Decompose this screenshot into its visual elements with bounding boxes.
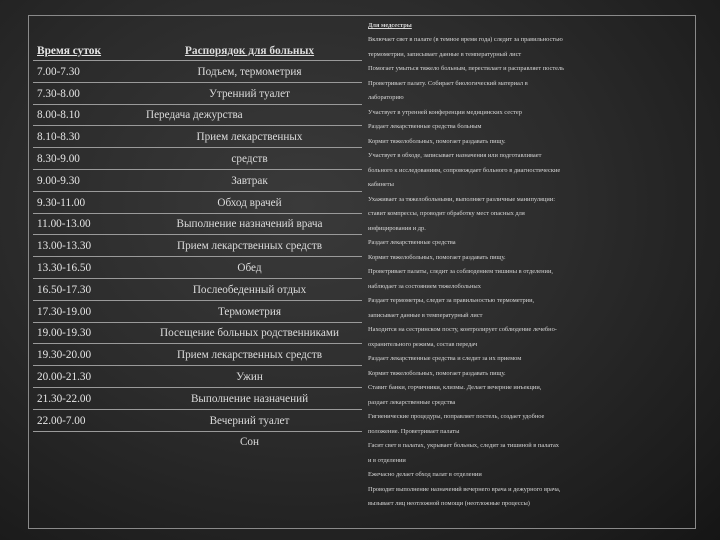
nurse-duty-line: охранительного режима, состав передач xyxy=(368,340,478,348)
nurse-duty-line: Участвует в утренней конференции медицинских сестер xyxy=(368,108,522,116)
schedule-row xyxy=(33,410,362,432)
nurse-duty-line: Кормит тяжелобольных, помогает раздавать пищу. xyxy=(368,253,506,261)
nurse-duty-line: Раздает лекарственные средства и следит за их приемом xyxy=(368,355,522,362)
schedule-time: 7.00-7.30 xyxy=(37,65,80,78)
schedule-activity: Прием лекарственных средств xyxy=(176,240,322,253)
schedule-time: 13.30-16.50 xyxy=(37,261,92,274)
schedule-row xyxy=(33,432,362,453)
nurse-duty-line: Раздает лекарственные средства больным xyxy=(368,123,482,130)
nurse-duty-line: Проветривает палату. Собирает биологический материал в xyxy=(368,79,528,87)
schedule-row xyxy=(33,323,362,345)
nurse-duty-line: Гигиенические процедуры, поправляет постель, создает удобное xyxy=(368,413,545,420)
schedule-activity: Сон xyxy=(239,436,260,449)
nurse-duty-line: раздает лекарственные средства xyxy=(368,398,456,406)
nurse-duty-line: Раздает термометры, следит за правильностью термометрии, xyxy=(368,297,535,304)
nurse-duty-line: Ухаживает за тяжелобольными, выполняет различные манипуляции: xyxy=(368,195,555,203)
schedule-row xyxy=(33,192,362,214)
schedule-activity: Послеобеденный отдых xyxy=(192,283,307,296)
schedule-time: 16.50-17.30 xyxy=(37,283,92,296)
nurse-duty-line: ставит компрессы, проводит обработку мест опасных для xyxy=(368,210,525,217)
schedule-row xyxy=(33,126,362,148)
schedule-row xyxy=(33,366,362,388)
schedule-row xyxy=(33,61,362,83)
schedule-row xyxy=(33,148,362,170)
nurse-duty-line: Ежечасно делает обход палат в отделении xyxy=(368,471,482,478)
nurse-duty-line: вызывает лиц неотложной помощи (неотложные процессы) xyxy=(368,500,530,507)
schedule-row xyxy=(33,388,362,410)
nurse-column-header: Для медсестры xyxy=(368,22,412,29)
schedule-time: 20.00-21.30 xyxy=(37,370,92,383)
schedule-activity: Выполнение назначений врача xyxy=(176,218,323,231)
nurse-duty-line: Гасит свет в палатах, укрывает больных, следит за тишиной в палатах xyxy=(368,442,559,449)
schedule-time: 7.30-8.00 xyxy=(37,87,80,100)
schedule-row xyxy=(33,257,362,279)
nurse-duty-line: кабинеты xyxy=(368,181,394,188)
nurse-duties-column xyxy=(368,19,690,512)
time-column-header: Время суток xyxy=(37,45,102,57)
schedule-row xyxy=(33,170,362,192)
nurse-duty-line: Включает свет в палате (в темное время года) следит за правильностью xyxy=(368,36,563,43)
nurse-duty-line: Участвует в обходе, записывает назначения или подготавливает xyxy=(368,152,542,159)
nurse-duty-line: записывает данные в температурный лист xyxy=(368,311,483,319)
schedule-row xyxy=(33,83,362,105)
schedule-activity: Вечерний туалет xyxy=(209,414,290,427)
schedule-time: 8.00-8.10 xyxy=(37,109,80,122)
nurse-duty-line: Проветривает палаты, следит за соблюдением тишины в отделении, xyxy=(368,268,553,275)
schedule-time: 21.30-22.00 xyxy=(37,392,92,405)
schedule-row xyxy=(33,279,362,301)
schedule-activity: Завтрак xyxy=(231,174,268,187)
schedule-time: 22.00-7.00 xyxy=(37,414,86,427)
nurse-duty-line: Кормит тяжелобольных, помогает раздавать пищу. xyxy=(368,369,506,377)
schedule-time: 19.00-19.30 xyxy=(37,327,92,340)
schedule-activity: Обход врачей xyxy=(217,196,282,209)
nurse-duty-line: положение. Проветривает палаты xyxy=(368,427,460,435)
schedule-activity: Обед xyxy=(237,261,262,274)
nurse-duty-line: инфицирования и др. xyxy=(368,224,426,232)
schedule-time: 9.00-9.30 xyxy=(37,174,80,187)
nurse-duty-line: наблюдает за состоянием тяжелобольных xyxy=(368,282,481,290)
schedule-activity: Выполнение назначений xyxy=(190,392,309,405)
schedule-time: 19.30-20.00 xyxy=(37,349,92,362)
schedule-activity: Подъем, термометрия xyxy=(197,65,302,78)
schedule-time: 11.00-13.00 xyxy=(37,218,91,231)
nurse-duty-line: лабораторию xyxy=(368,94,404,101)
schedule-header-row xyxy=(33,24,362,61)
nurse-duty-line: Проводит выполнение назначений вечернего врача и дежурного врача, xyxy=(368,485,561,493)
nurse-duty-line: термометрии, записывает данные в температурный лист xyxy=(368,50,522,58)
nurse-duty-line: Помогает умыться тяжело больным, перестилает и расправляет постель xyxy=(368,65,565,72)
schedule-time: 9.30-11.00 xyxy=(37,196,86,209)
schedule-activity: Прием лекарственных средств xyxy=(176,349,322,362)
nurse-duty-line: Раздает лекарственные средства xyxy=(368,239,456,246)
schedule-activity: Ужин xyxy=(236,370,263,383)
schedule-activity: средств xyxy=(231,152,268,165)
schedule-row xyxy=(33,214,362,236)
nurse-duty-line: Кормит тяжелобольных, помогает раздавать пищу. xyxy=(368,137,506,145)
schedule-time: 8.30-9.00 xyxy=(37,152,80,165)
nurse-duty-line: Ставит банки, горчичники, клизмы. Делает вечерние инъекции, xyxy=(368,384,542,391)
schedule-time: 13.00-13.30 xyxy=(37,240,92,253)
schedule-row xyxy=(33,235,362,257)
schedule-time: 17.30-19.00 xyxy=(37,305,92,318)
schedule-activity: Посещение больных родственниками xyxy=(160,327,339,340)
schedule-row xyxy=(33,301,362,323)
schedule-activity: Передача дежурства xyxy=(146,109,243,122)
schedule-row xyxy=(33,105,362,127)
schedule-activity: Термометрия xyxy=(217,305,282,318)
schedule-table xyxy=(33,24,362,452)
nurse-duty-line: и в отделении xyxy=(368,456,406,464)
nurse-duty-line: больного к исследованиям, сопровождает больного в диагностические xyxy=(368,166,561,174)
schedule-activity: Прием лекарственных xyxy=(196,131,303,144)
schedule-time: 8.10-8.30 xyxy=(37,131,80,144)
nurse-duty-line: Находится на сестринском посту, контролирует соблюдение лечебно- xyxy=(368,326,557,333)
schedule-row xyxy=(33,344,362,366)
schedule-column-header: Распорядок для больных xyxy=(184,45,315,57)
schedule-activity: Утренний туалет xyxy=(209,87,290,100)
